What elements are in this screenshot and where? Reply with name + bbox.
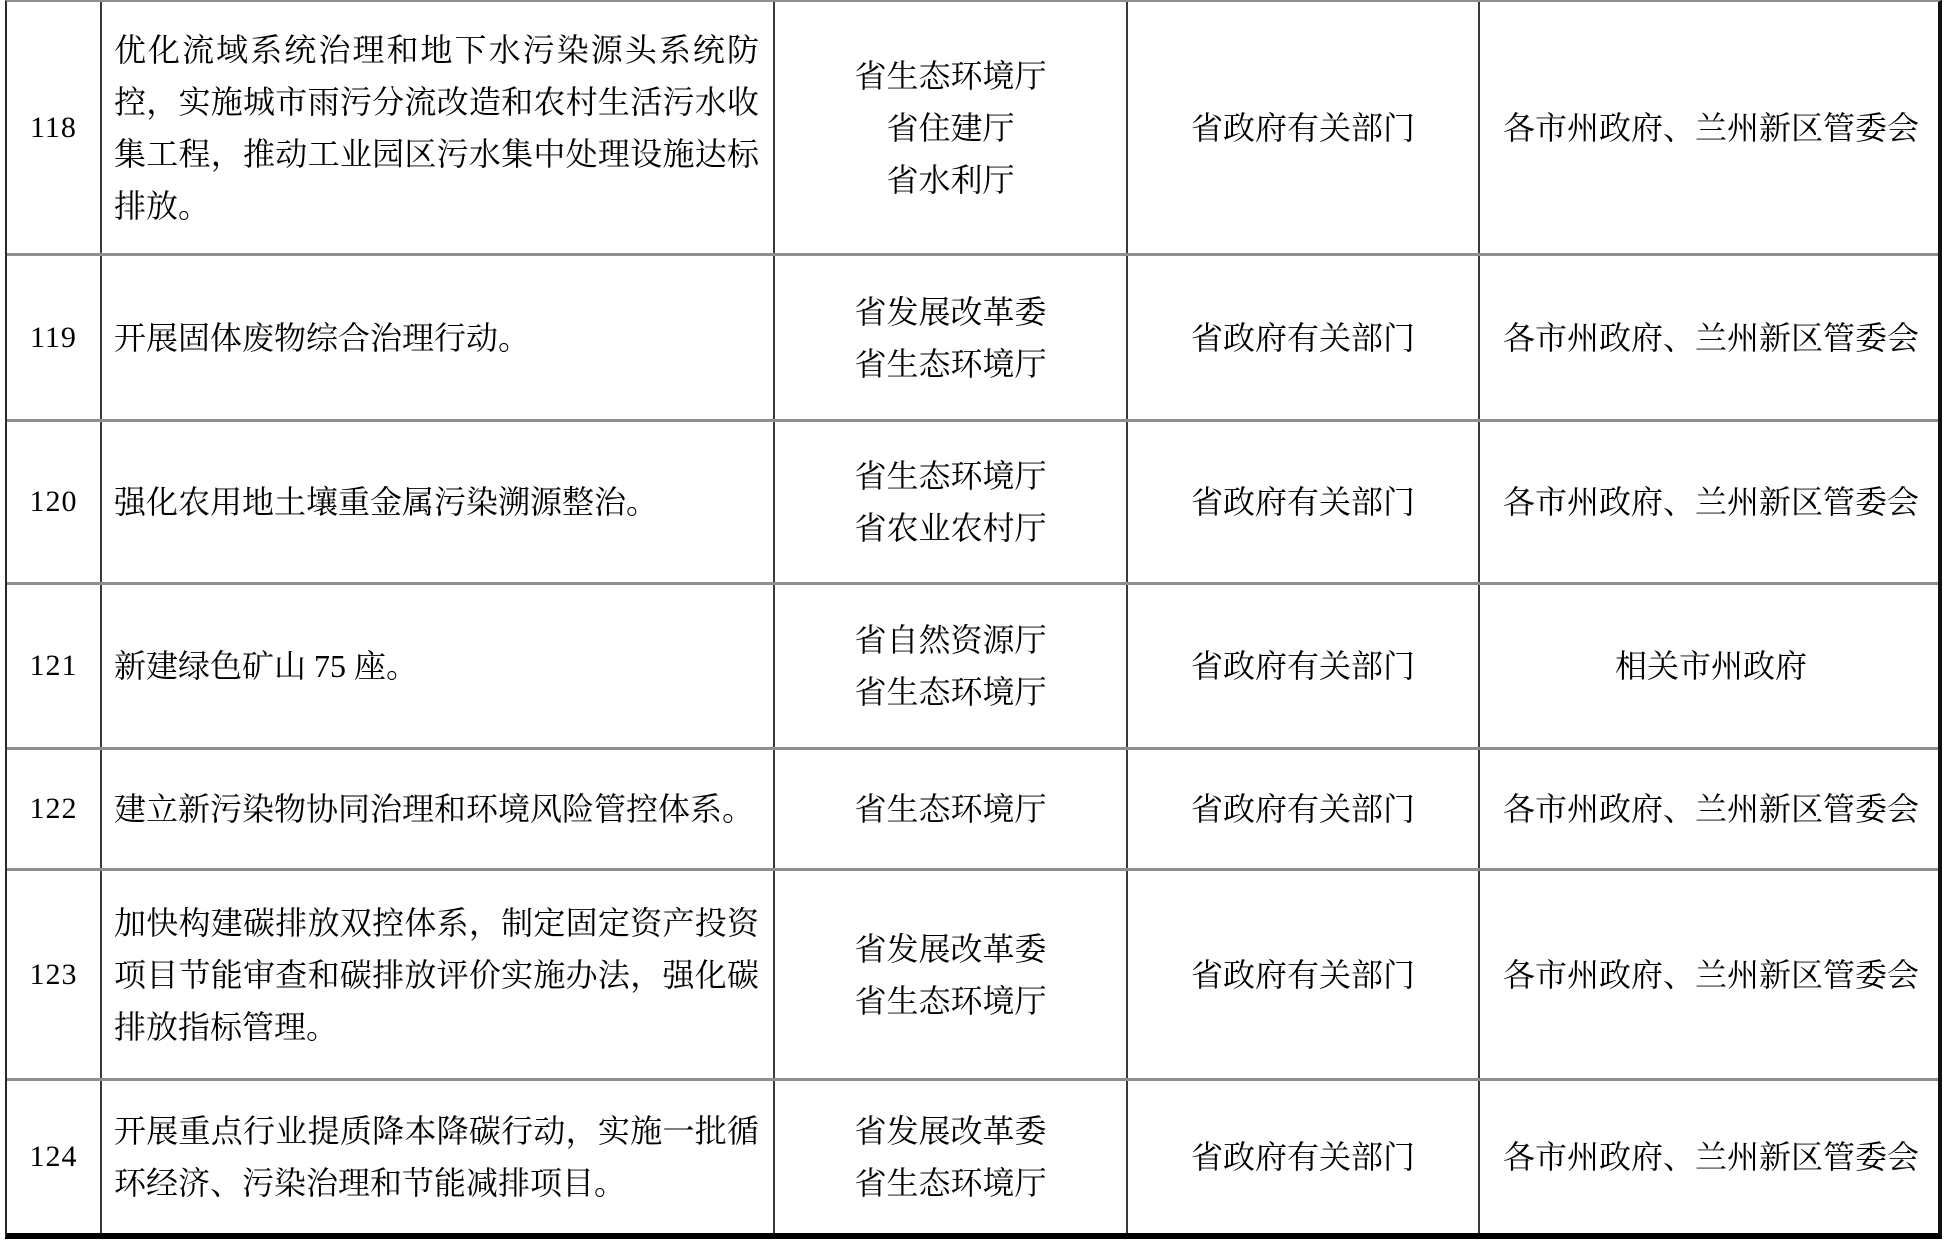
row-number-cell: [7, 2, 102, 253]
row-number: 124: [29, 1140, 78, 1173]
task-text: 新建绿色矿山 75 座。: [114, 648, 419, 684]
implementing-bodies-cell: [1480, 871, 1942, 1078]
task-text: 加快构建碳排放双控体系，制定固定资产投资项目节能审查和碳排放评价实施办法，强化碳排放指标管理。: [114, 904, 759, 1045]
row-number: 122: [29, 792, 78, 825]
task-cell: [102, 1081, 775, 1233]
row-number-cell: [7, 256, 102, 419]
responsible-department: 省政府有关部门: [1190, 1139, 1415, 1175]
lead-department: 省生态环境厅: [854, 982, 1047, 1019]
action-plan-table: [5, 0, 1942, 1239]
table-row: [7, 585, 1938, 750]
task-cell: [102, 750, 775, 868]
lead-department: 省生态环境厅: [854, 57, 1047, 94]
responsible-department: 省政府有关部门: [1190, 484, 1415, 520]
implementing-bodies: 各市州政府、兰州新区管委会: [1502, 484, 1919, 520]
implementing-bodies: 相关市州政府: [1614, 648, 1807, 684]
lead-department: 省生态环境厅: [854, 458, 1047, 494]
row-number: 118: [30, 110, 77, 144]
lead-department: 省发展改革委: [854, 1113, 1047, 1149]
table-row: [7, 2, 1938, 256]
task-text: 开展重点行业提质降本降碳行动，实施一批循环经济、污染治理和节能减排项目。: [114, 1113, 759, 1201]
responsible-department-cell: [1128, 750, 1480, 868]
row-number-cell: [7, 1081, 102, 1233]
responsible-department: 省政府有关部门: [1190, 648, 1415, 684]
lead-department: 省发展改革委: [854, 930, 1047, 967]
lead-department: 省生态环境厅: [854, 345, 1047, 382]
lead-department: 省农业农村厅: [854, 510, 1047, 546]
implementing-bodies-cell: [1480, 750, 1942, 868]
row-number: 123: [29, 957, 78, 991]
task-cell: [102, 585, 775, 747]
row-number: 120: [29, 485, 78, 518]
task-text: 优化流域系统治理和地下水污染源头系统防控，实施城市雨污分流改造和农村生活污水收集工程，推动工业园区污水集中处理设施达标排放。: [114, 31, 759, 224]
lead-departments-cell: [775, 256, 1128, 419]
implementing-bodies: 各市州政府、兰州新区管委会: [1502, 319, 1919, 356]
row-number: 121: [29, 649, 78, 682]
table-row: [7, 871, 1938, 1081]
task-cell: [102, 422, 775, 582]
responsible-department-cell: [1128, 585, 1480, 747]
responsible-department: 省政府有关部门: [1190, 956, 1415, 993]
responsible-department-cell: [1128, 256, 1480, 419]
lead-department: 省自然资源厅: [854, 622, 1047, 658]
row-number-cell: [7, 750, 102, 868]
responsible-department: 省政府有关部门: [1190, 791, 1415, 827]
table-row: [7, 256, 1938, 422]
task-cell: [102, 871, 775, 1078]
implementing-bodies-cell: [1480, 585, 1942, 747]
lead-departments-cell: [775, 422, 1128, 582]
task-text: 强化农用地土壤重金属污染溯源整治。: [114, 484, 659, 520]
lead-departments-cell: [775, 871, 1128, 1078]
lead-departments-cell: [775, 585, 1128, 747]
implementing-bodies-cell: [1480, 1081, 1942, 1233]
task-cell: [102, 2, 775, 253]
row-number-cell: [7, 585, 102, 747]
implementing-bodies-cell: [1480, 256, 1942, 419]
responsible-department: 省政府有关部门: [1190, 109, 1415, 146]
task-text: 开展固体废物综合治理行动。: [114, 319, 531, 356]
task-text: 建立新污染物协同治理和环境风险管控体系。: [114, 791, 755, 827]
responsible-department-cell: [1128, 2, 1480, 253]
task-cell: [102, 256, 775, 419]
implementing-bodies: 各市州政府、兰州新区管委会: [1502, 109, 1919, 146]
lead-department: 省住建厅: [886, 109, 1015, 146]
responsible-department-cell: [1128, 1081, 1480, 1233]
row-number-cell: [7, 422, 102, 582]
responsible-department: 省政府有关部门: [1190, 319, 1415, 356]
lead-departments-cell: [775, 1081, 1128, 1233]
lead-department: 省生态环境厅: [854, 791, 1047, 827]
implementing-bodies: 各市州政府、兰州新区管委会: [1502, 1139, 1919, 1175]
responsible-department-cell: [1128, 871, 1480, 1078]
lead-department: 省水利厅: [886, 161, 1015, 198]
lead-department: 省生态环境厅: [854, 674, 1047, 710]
table-row: [7, 422, 1938, 585]
implementing-bodies: 各市州政府、兰州新区管委会: [1502, 956, 1919, 993]
lead-departments-cell: [775, 2, 1128, 253]
lead-department: 省生态环境厅: [854, 1165, 1047, 1201]
lead-department: 省发展改革委: [854, 293, 1047, 330]
lead-departments-cell: [775, 750, 1128, 868]
implementing-bodies-cell: [1480, 2, 1942, 253]
row-number-cell: [7, 871, 102, 1078]
implementing-bodies: 各市州政府、兰州新区管委会: [1502, 791, 1919, 827]
responsible-department-cell: [1128, 422, 1480, 582]
row-number: 119: [30, 320, 77, 354]
table-row: [7, 1081, 1938, 1233]
table-row: [7, 750, 1938, 871]
implementing-bodies-cell: [1480, 422, 1942, 582]
